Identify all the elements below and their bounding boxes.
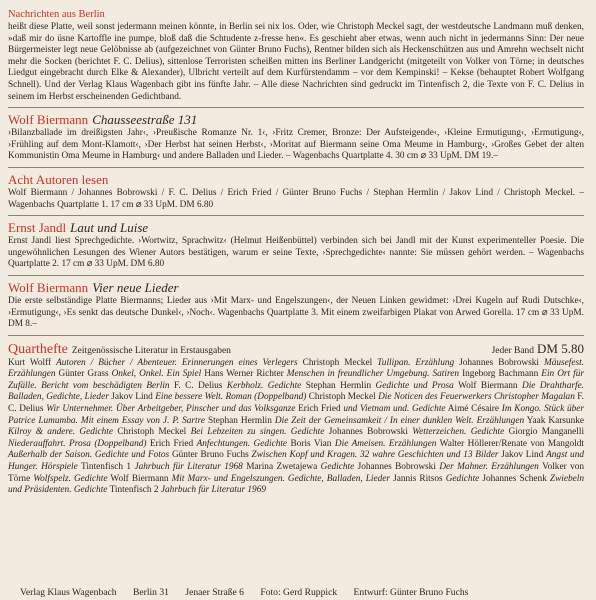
book-author: Johannes Schenk <box>482 473 547 484</box>
book-title: Die Drahtharfe. Balladen, Gedichte, Lieder <box>8 380 585 403</box>
divider <box>8 167 584 168</box>
book-title: Zwiebeln und Präsidenten. Gedichte <box>8 473 585 496</box>
section-subtitle: Laut und Luise <box>70 220 149 236</box>
book-author: Johannes Bobrowski <box>357 462 436 473</box>
book-title: Mit Marx- und Engelszungen. Gedichte, Balladen, Lieder <box>171 473 391 484</box>
book-author: Christoph Meckel <box>308 392 376 403</box>
section-text: Ernst Jandl liest Sprechgedichte. ›Wortwitz, Sprachwitz‹ (Helmut Heißenbüttel) verbinden sich bei Jandl mit der Kunst experimenteller Poesie. Die ungewöhnlichen Lesungen des Wiener Autors bestätigen, warum er seine Texte, ›Sprechgedichte‹ nannte: Sie müssen gehört werden. – Wagenbachs Quartplatte 2. 17 cm ⌀ 33 UpM. DM 6.80 <box>8 236 584 270</box>
book-title: Die Ameisen. Erzählungen <box>334 438 437 449</box>
book-author: Günter Bruno Fuchs <box>171 450 249 461</box>
book-author: Boris Vian <box>290 438 332 449</box>
book-author: Hans Werner Richter <box>204 369 284 380</box>
book-title: Wetterzeichen. Gedichte <box>412 427 505 438</box>
book-title: Außerhalb der Saison. Gedichte und Fotos <box>8 450 170 461</box>
section-acht-autoren <box>8 172 584 211</box>
book-title: Onkel, Onkel. Ein Spiel <box>111 369 202 380</box>
section-title: Wolf Biermann <box>8 279 89 295</box>
book-author: Jakov Lind <box>111 392 153 403</box>
book-title: Der Mahner. Erzählungen <box>439 462 539 473</box>
book-author: Yaak Karsunke <box>526 415 584 426</box>
book-title: Jahrbuch für Literatur 1969 <box>160 485 266 496</box>
quarthefte-subtitle: Zeitgenössische Literatur in Erstausgaben <box>71 345 231 356</box>
book-author: Kurt Wolff <box>8 357 52 368</box>
book-title: Tullipan. Erzählung <box>377 357 455 368</box>
section-subtitle: Vier neue Lieder <box>92 279 179 295</box>
price-amount: DM 5.80 <box>537 340 584 356</box>
divider <box>8 215 584 216</box>
book-title: Menschen in freundlicher Umgebung. Satiren <box>286 369 460 380</box>
divider <box>8 335 584 336</box>
book-author: Ingeborg Bachmann <box>462 369 539 380</box>
book-author: Wolf Biermann <box>110 473 169 484</box>
book-author: Tintenfisch 2 <box>109 485 159 496</box>
quarthefte-header <box>8 340 584 358</box>
book-author: Christoph Meckel <box>117 427 187 438</box>
book-title: Im Kongo. Stück über Patrice Lumumba. Mit einem Essay von J. P. Sartre <box>8 404 584 426</box>
book-author: Johannes Bobrowski <box>459 357 539 368</box>
book-title: und Vietnam und. Gedichte <box>343 404 446 415</box>
price-label: Jeder Band <box>491 345 535 356</box>
book-author: Volker von Törne <box>8 462 585 484</box>
book-title: Mäusefest. Erzählungen <box>8 357 584 380</box>
book-author: Johannes Bobrowski <box>328 427 408 438</box>
book-title: Die Noticen des Feuerwerkers Christopher Magalan <box>378 392 575 403</box>
section-subtitle: Chausseestraße 131 <box>92 112 198 128</box>
section-text: Die erste selbständige Platte Biermanns; Lieder aus ›Mit Marx- und Engelszungen‹, der Neuen Linken gewidmet: ›Drei Kugeln auf Rudi Dutschke‹, ›Ermutigung‹, ›Es senkt das deutsche Dunkel‹, ›Noch‹. Wagenbachs Quartplatte 3. Mit einem zweifarbigen Plakat von Arwed Gorella. 17 cm ⌀ 33 UpM. DM 8.– <box>8 295 584 330</box>
section-jandl <box>8 220 584 271</box>
intro-heading: Nachrichten aus Berlin <box>8 9 105 20</box>
book-author: Tintenfisch 1 <box>81 462 132 473</box>
book-title: Jahrbuch für Literatur 1968 <box>134 462 243 473</box>
book-title: Kilroy & andere. Gedichte <box>8 427 113 438</box>
publisher-street: Jenaer Straße 6 <box>185 587 244 598</box>
book-title: Kerbholz. Gedichte <box>226 380 302 391</box>
book-author: Jakov Lind <box>501 450 544 461</box>
book-author: Erich Fried <box>149 438 194 449</box>
book-author: Jannis Ritsos <box>393 473 443 484</box>
book-title: Die Zeit der Gemeinsamkeit / In einer dunklen Welt. Erzählungen <box>274 415 525 426</box>
section-biermann-lieder <box>8 280 584 331</box>
book-author: Christoph Meckel <box>302 357 373 368</box>
book-title: Wir Unternehmer. Über Arbeitgeber, Pinscher und das Volksganze <box>46 404 296 415</box>
book-author: F. C. Delius <box>174 380 223 391</box>
book-title: Autoren / Bücher / Abenteuer. Erinnerungen eines Verlegers <box>56 357 298 368</box>
book-author: Stephan Hermlin <box>305 380 372 391</box>
section-text: ›Bilanzballade im dreißigsten Jahr‹, ›Preußische Romanze Nr. 1‹, ›Fritz Cremer, Bronze: Der Aufsteigende‹, ›Kleine Ermutigung‹, ›Ermutigung‹, ›Frühling auf dem Mont-Klamott‹, ›Der Herbst hat seinen Herbst‹, ›Moritat auf Biermann seine Oma Meume in Hamburg‹, ›Großes Gebet der alten Kommunistin Oma Meume in Hamburg‹ und andere Balladen und Lieder. – Wagenbachs Quartplatte 4. 30 cm ⌀ 33 UpM. DM 19.– <box>8 128 584 162</box>
intro-text: heißt diese Platte, weil sonst jedermann meinen könnte, in Berlin sei nix los. Oder, wie Christoph Meckel sagt, der westdeutsche Landmann muß denken, »daß mir do üsne Kartoffle ine pumpe, bloß daß die Schtudente z-fresse hen«. Es geschieht aber etwas, wenn auch nicht in jedermanns Sinn: Der neue Bürgermeister legt neue Gelöbnisse ab (aufgezeichnet von Günter Bruno Fuchs), Rentner bilden sich als Heckenschützen aus und Amrehn wechselt nicht mehr die Socken (berichtet F. C. Delius), sittenlose Terroristen scheißen mitten ins Berliner Landgericht (mitgeteilt von Volker von Törne; in deutsches Liedgut eingebracht durch Elke & Alexander), Ulbricht verteilt auf dem Kurfürstendamm – vor dem Kempinski! – Kekse (behauptet Robert Wolfgang Schnell). Und der Verlag Klaus Wagenbach gibt ins fünfte Jahr. – Alle diese Nachrichten sind gedruckt im Tintenfisch 2, die Texte von F. C. Delius in seinem im Herbst erscheinenden Gedichtband. <box>8 22 584 102</box>
section-title: Wolf Biermann <box>8 112 89 128</box>
book-author: Wolf Biermann <box>458 380 518 391</box>
divider <box>8 275 584 276</box>
book-author: Erich Fried <box>298 404 341 415</box>
publisher-city: Berlin 31 <box>132 587 169 598</box>
publisher-name: Verlag Klaus Wagenbach <box>20 587 117 598</box>
divider <box>8 107 584 108</box>
section-quarthefte <box>8 340 584 497</box>
quarthefte-title: Quarthefte <box>8 341 68 357</box>
quarthefte-price <box>492 341 584 357</box>
book-author: Aimé Césaire <box>447 404 500 415</box>
book-author: Walter Höllerer/Renate von Mangoldt <box>439 438 585 449</box>
book-author: Stephan Hermlin <box>208 415 272 426</box>
book-title: Ein Ort für Zufälle. Bericht vom beschädigten Berlin <box>8 369 585 391</box>
book-author: Günter Grass <box>58 369 109 380</box>
book-title: Zwischen Kopf und Kragen. 32 wahre Geschichten und 13 Bilder <box>251 450 499 461</box>
book-title: Anfechtungen. Gedichte <box>196 438 288 449</box>
book-title: Wolfspelz. Gedichte <box>33 473 108 484</box>
section-title: Ernst Jandl <box>8 220 67 236</box>
design-credit: Entwurf: Günter Bruno Fuchs <box>353 587 469 598</box>
book-title: Gedichte <box>445 473 480 484</box>
quarthefte-list <box>8 358 584 497</box>
section-biermann-chaussee <box>8 112 584 163</box>
book-title: Angst und Hunger. Hörspiele <box>8 450 585 473</box>
book-title: Niederauffahrt. Prosa (Doppelband) <box>8 438 147 449</box>
intro-block <box>8 8 584 103</box>
book-author: F. C. Delius <box>8 392 584 415</box>
section-title: Acht Autoren lesen <box>8 171 109 187</box>
colophon <box>20 587 468 598</box>
book-author: Giorgio Manganelli <box>508 427 585 438</box>
book-title: Gedichte und Prosa <box>375 380 454 391</box>
book-title: Eine bessere Welt. Roman (Doppelband) <box>155 392 307 403</box>
photo-credit: Foto: Gerd Ruppick <box>260 587 338 598</box>
book-title: Gedichte <box>320 462 355 473</box>
book-title: Bei Lebzeiten zu singen. Gedichte <box>190 427 325 438</box>
book-author: Marina Zwetajewa <box>246 462 318 473</box>
section-text: Wolf Biermann / Johannes Bobrowski / F. C. Delius / Erich Fried / Günter Bruno Fuchs / Stephan Hermlin / Jakov Lind / Christoph Meckel. – Wagenbachs Quartplatte 1. 17 cm ⌀ 33 UpM. DM 6.80 <box>8 187 584 210</box>
